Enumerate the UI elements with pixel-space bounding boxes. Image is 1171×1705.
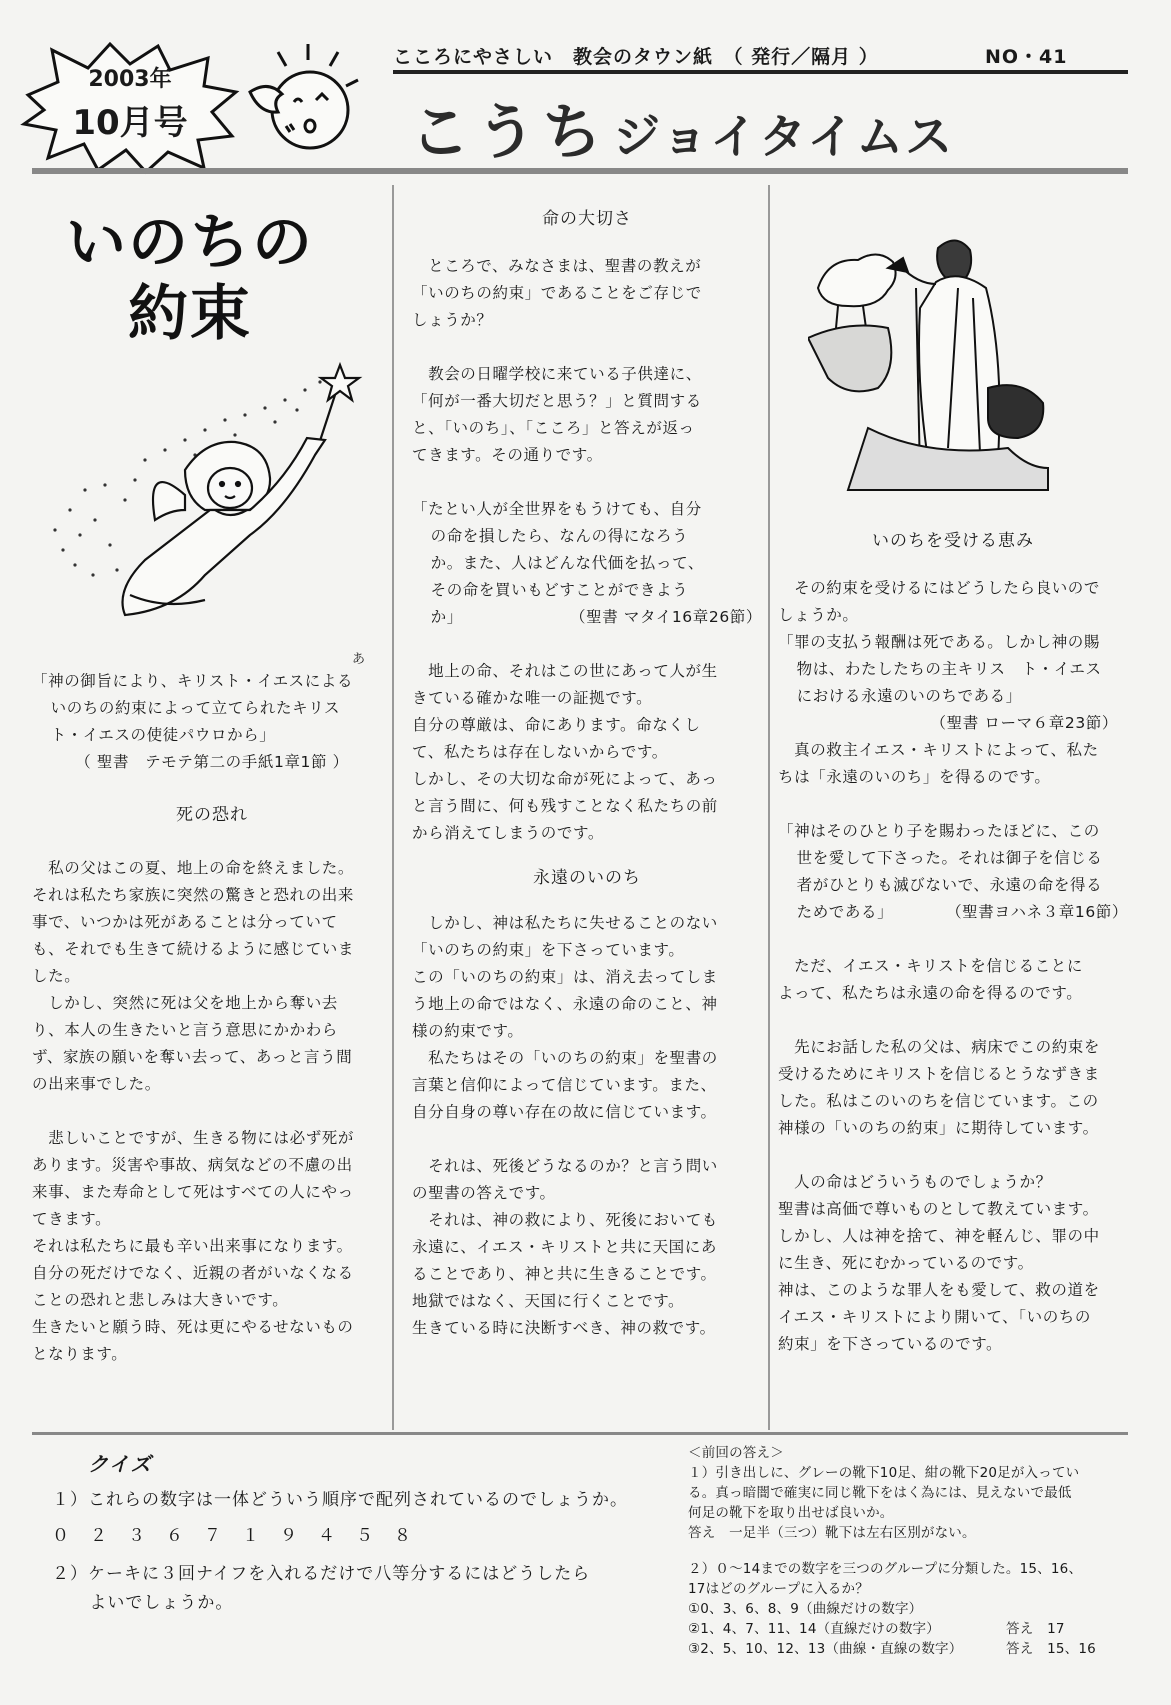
scripture-reference: （聖書 マタイ16章26節） — [570, 608, 762, 626]
paragraph — [32, 1125, 392, 1368]
text-line: よって、私たちは永遠の命を得るのです。 — [778, 984, 1083, 1002]
text-line: 答え 一足半（三つ）靴下は左右区別がない。 — [688, 1525, 976, 1541]
text-line: ることであり、神と共に生きることです。 — [412, 1265, 717, 1283]
text-line: 事で、いつかは死があることは分っていて — [32, 913, 338, 931]
text-line: しかし、人は神を捨て、神を軽んじ、罪の中 — [778, 1227, 1100, 1245]
headline-line-2: 約束 — [128, 279, 252, 349]
text-line: よいでしょうか。 — [89, 1593, 234, 1613]
scripture-quote — [778, 818, 1128, 926]
text-line: て、私たちは存在しないからです。 — [412, 743, 668, 761]
scripture-reference: （聖書 ローマ６章23節） — [930, 714, 1118, 732]
text-line: 何足の靴下を取り出せば良いか。 — [688, 1505, 894, 1521]
masthead-bottom-rule — [32, 168, 1128, 174]
text-line: それは、神の救により、死後においても — [412, 1211, 718, 1229]
text-line: 言葉と信仰によって信じています。また、 — [412, 1076, 717, 1094]
column-2 — [412, 206, 762, 1342]
text-line: 「神はそのひとり子を賜わったほどに、この — [778, 822, 1100, 840]
masthead-title — [410, 85, 954, 171]
text-line: となります。 — [32, 1345, 128, 1363]
tagline: こころにやさしい 教会のタウン紙 （ 発行／隔月 ） — [393, 46, 879, 68]
article-body-col1 — [32, 855, 392, 1368]
text-line: あります。災害や事故、病気などの不慮の出 — [32, 1156, 353, 1174]
quote-end: ためである」 — [796, 903, 894, 921]
text-line: ２）０～14までの数字を三つのグループに分類した。15、16、 — [688, 1561, 1083, 1577]
verse-reference: （ 聖書 テモテ第二の手紙1章1節 ） — [75, 753, 349, 771]
text-line: １）引き出しに、グレーの靴下10足、紺の靴下20足が入ってい — [688, 1465, 1080, 1481]
text-line: 悲しいことですが、生きる物には必ず死が — [32, 1129, 355, 1147]
text-line: 私たちはその「いのちの約束」を聖書の — [412, 1049, 718, 1067]
ruby-annotation: あ — [352, 652, 366, 667]
opening-verse — [32, 668, 392, 776]
text-line: 「何が一番大切だと思う？」と質問する — [412, 392, 702, 410]
issue-month: 10月号 — [72, 103, 188, 143]
text-line: した。私はこのいのちを信じています。この — [778, 1092, 1099, 1110]
text-line: 来事、また寿命として死はすべての人にやっ — [32, 1183, 354, 1201]
text-line: した。 — [32, 967, 81, 985]
text-line: の出来事でした。 — [32, 1075, 161, 1093]
quiz-question-1: １）これらの数字は一体どういう順序で配列されているのでしょうか。 — [52, 1490, 628, 1510]
quiz-digits: ０ ２ ３ ６ ７ １ ９ ４ ５ ８ — [52, 1526, 413, 1546]
text-line: 聖書は高価で尊いものとして教えています。 — [778, 1200, 1099, 1218]
text-line: それは私たちに最も辛い出来事になります。 — [32, 1237, 353, 1255]
paragraph — [32, 855, 392, 1098]
title-sub: ジョイタイムス — [613, 110, 955, 165]
answer-group: ②1、4、7、11、14（直線だけの数字） — [688, 1621, 940, 1637]
text-line: 地獄ではなく、天国に行くことです。 — [412, 1292, 685, 1310]
section-heading-eternal-life: 永遠のいのち — [533, 868, 641, 888]
text-line: 者がひとりも滅びないで、永遠の命を得る — [796, 876, 1103, 894]
text-line: それは私たち家族に突然の驚きと恐れの出来 — [32, 886, 355, 904]
issue-number: NO・41 — [985, 46, 1068, 68]
shepherd-with-lamb-illustration — [808, 228, 1053, 493]
text-line: から消えてしまうのです。 — [412, 824, 604, 842]
text-line: きている確かな唯一の証拠です。 — [412, 689, 653, 707]
text-line: ことの恐れと悲しみは大きいです。 — [32, 1291, 289, 1309]
text-line: と言う間に、何も残すことなく私たちの前 — [412, 797, 718, 815]
text-line: の聖書の答えです。 — [412, 1184, 556, 1202]
angel-illustration — [35, 360, 380, 635]
text-line: 地上の命、それはこの世にあって人が生 — [412, 662, 718, 680]
answer-row — [688, 1639, 1128, 1659]
text-line: その約束を受けるにはどうしたら良いので — [778, 579, 1101, 597]
quiz-title: クイズ — [88, 1452, 153, 1476]
text-line: 教会の日曜学校に来ている子供達に、 — [412, 365, 702, 383]
text-line: 神は、このような罪人をも愛して、救の道を — [778, 1281, 1100, 1299]
text-line: しょうか。 — [778, 606, 859, 624]
text-line: 自分の死だけでなく、近親の者がいなくなる — [32, 1264, 354, 1282]
text-line: イエス・キリストにより開いて、「いのちの — [778, 1308, 1092, 1326]
text-line: 物は、わたしたちの主キリス ト・イエス — [796, 660, 1102, 678]
text-line: 人の命はどういうものでしょうか？ — [778, 1173, 1052, 1191]
text-line: ただ、イエス・キリストを信じることに — [778, 957, 1083, 975]
text-line: る。真っ暗闇で確実に同じ靴下をはく為には、見えないで最低 — [688, 1485, 1072, 1501]
text-line: この「いのちの約束」は、消え去ってしま — [412, 968, 718, 986]
text-line: それは、死後どうなるのか？と言う問い — [412, 1157, 718, 1175]
section-heading-grace-of-life: いのちを受ける恵み — [872, 531, 1034, 551]
text-line: 様の約束です。 — [412, 1022, 524, 1040]
sun-mascot-icon — [238, 40, 368, 160]
text-line: 17はどのグループに入るか？ — [688, 1581, 869, 1597]
masthead-top-rule — [393, 70, 1128, 74]
text-line — [778, 899, 1128, 926]
text-line: てきます。その通りです。 — [412, 446, 603, 464]
text-line: ①0、3、6、8、9（曲線だけの数字） — [688, 1601, 923, 1617]
column-3 — [778, 528, 1128, 1358]
text-line: しょうか？ — [412, 311, 493, 329]
section-heading-value-of-life: 命の大切さ — [542, 209, 632, 229]
text-line: の命を損したら、なんの得になろう — [430, 527, 689, 545]
answer-value: 答え 17 — [1006, 1621, 1065, 1637]
column-divider-2 — [768, 185, 770, 1430]
text-line: 「いのちの約束」であることをご存じで — [412, 284, 702, 302]
text-line: しかし、突然に死は父を地上から奪い去 — [32, 994, 338, 1012]
text-line: 真の救主イエス・キリストによって、私た — [778, 741, 1099, 759]
text-line: ず、家族の願いを奪い去って、あっと言う間 — [32, 1048, 353, 1066]
text-line: う地上の命ではなく、永遠の命のこと、神 — [412, 995, 718, 1013]
answer-row — [688, 1619, 1128, 1639]
text-line: 神様の「いのちの約束」に期待しています。 — [778, 1119, 1099, 1137]
text-line: 「いのちの約束」を下さっています。 — [412, 941, 685, 959]
text-line — [412, 604, 762, 631]
section-heading-fear-of-death: 死の恐れ — [176, 805, 248, 825]
text-line: 先にお話した私の父は、病床でこの約束を — [778, 1038, 1101, 1056]
text-line: における永遠のいのちである」 — [796, 687, 1022, 705]
text-line: 「罪の支払う報酬は死である。しかし神の賜 — [778, 633, 1101, 651]
quiz-top-rule — [32, 1432, 1128, 1435]
headline — [60, 208, 320, 350]
text-line: か。また、人はどんな代価を払って、 — [430, 554, 704, 572]
issue-year: 2003年 — [88, 67, 172, 92]
previous-answers — [688, 1443, 1128, 1659]
text-line: 永遠に、イエス・キリストと共に天国にあ — [412, 1238, 717, 1256]
text-line: 約束」を下さっているのです。 — [778, 1335, 1003, 1353]
answer-group: ③2、5、10、12、13（曲線・直線の数字） — [688, 1641, 963, 1657]
text-line: 私の父はこの夏、地上の命を終えました。 — [32, 859, 355, 877]
verse-line: いのちの約束によって立てられたキリス — [50, 699, 341, 717]
scripture-quote — [412, 496, 762, 631]
verse-line: 「神の御旨により、キリスト・イエスによる — [32, 672, 354, 690]
text-line: 生きている時に決断すべき、神の救です。 — [412, 1319, 716, 1337]
previous-answers-title: ＜前回の答え＞ — [688, 1445, 784, 1461]
title-main: こうち — [410, 98, 608, 168]
text-line: 受けるためにキリストを信じるとうなずきま — [778, 1065, 1100, 1083]
text-line: 「たとい人が全世界をもうけても、自分 — [412, 500, 702, 518]
text-line: に生き、死にむかっているのです。 — [778, 1254, 1034, 1272]
text-line: しかし、その大切な命が死によって、あっ — [412, 770, 718, 788]
scripture-reference: （聖書ヨハネ３章16節） — [946, 903, 1128, 921]
verse-line: ト・イエスの使徒パウロから」 — [50, 726, 276, 744]
text-line: その命を買いもどすことができよう — [430, 581, 689, 599]
text-line: てきます。 — [32, 1210, 112, 1228]
answer-value: 答え 15、16 — [1006, 1641, 1096, 1657]
quote-end: か」 — [430, 608, 463, 626]
text-line: も、それでも生きて続けるように感じていま — [32, 940, 355, 958]
text-line: り、本人の生きたいと言う意思にかかわら — [32, 1021, 338, 1039]
text-line: ちは「永遠のいのち」を得るのです。 — [778, 768, 1051, 786]
text-line: 生きたいと願う時、死は更にやるせないもの — [32, 1318, 354, 1336]
text-line: ２）ケーキに３回ナイフを入れるだけで八等分するにはどうしたら — [52, 1564, 591, 1584]
scripture-quote — [778, 629, 1128, 737]
text-line: と、「いのち」、「こころ」と答えが返っ — [412, 419, 695, 437]
text-line: 自分の尊厳は、命にあります。命なくし — [412, 716, 701, 734]
headline-line-1: いのちの — [66, 208, 314, 278]
text-line: 世を愛して下さった。それは御子を信じる — [796, 849, 1103, 867]
quiz-question-2 — [52, 1560, 652, 1618]
column-divider-1 — [392, 185, 394, 1430]
text-line: 自分自身の尊い存在の故に信じています。 — [412, 1103, 717, 1121]
text-line: しかし、神は私たちに失せることのない — [412, 914, 718, 932]
text-line: ところで、みなさまは、聖書の教えが — [412, 257, 702, 275]
